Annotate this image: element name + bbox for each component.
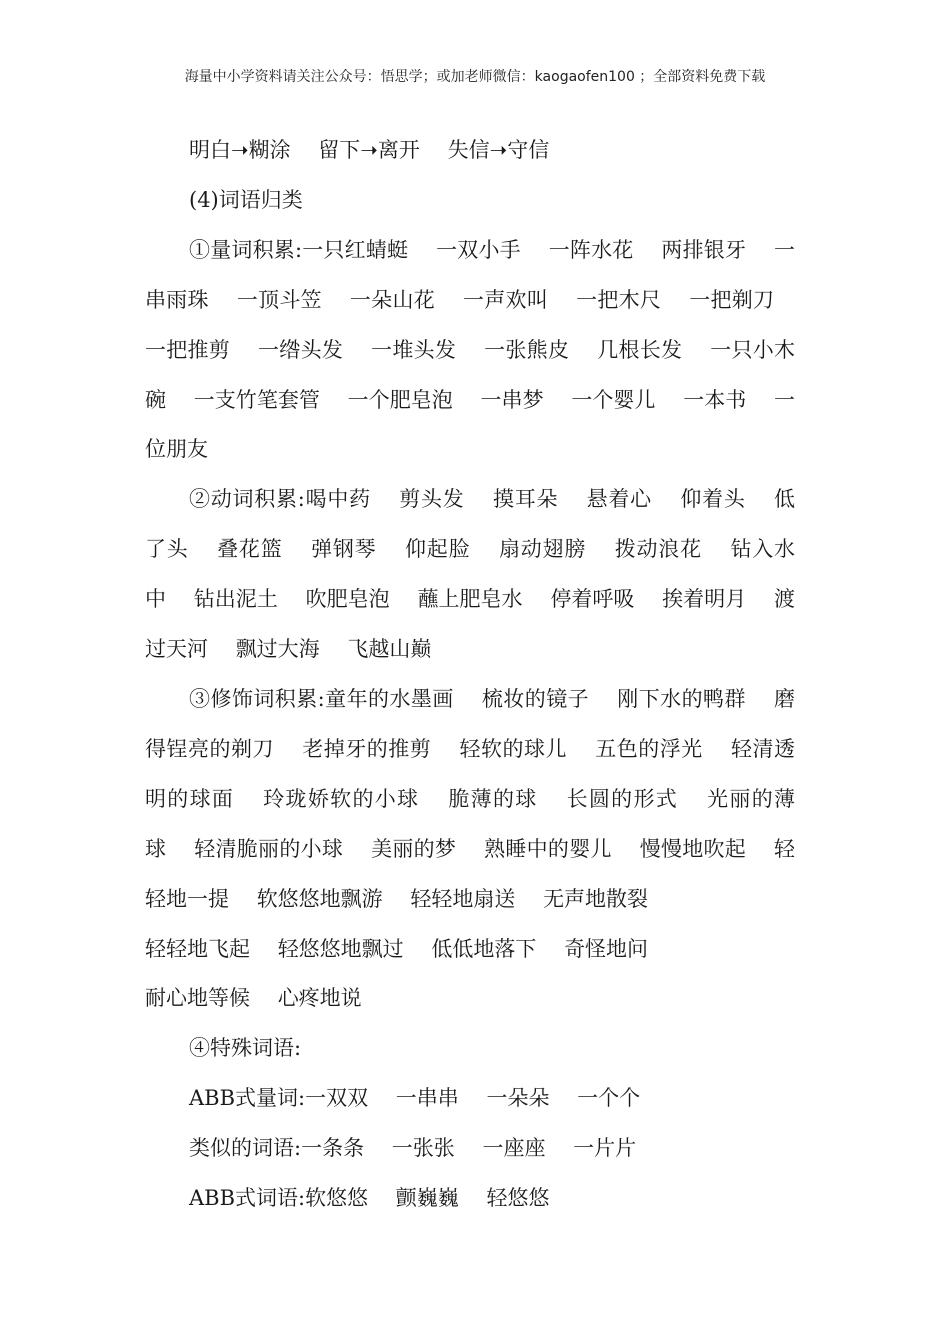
word-item: 慢慢地吹起 [639,836,747,861]
similar-words-line [145,1124,795,1174]
word-item: 一双双 [305,1086,369,1111]
word-item: 脆薄的球 [448,786,538,811]
word-item: 飞越山巅 [347,637,432,662]
word-item: 一朵山花 [349,287,436,312]
word-item: 弹钢琴 [311,537,377,562]
word-item: 轻清脆丽的小球 [194,836,344,861]
modifiers-line-2 [145,925,795,975]
word-item: 轻轻地扇送 [410,886,516,911]
special-words-title: ④特殊词语: [189,1036,302,1061]
word-item: 明白➝糊涂 [189,138,291,162]
modifiers-list [145,687,795,911]
word-item: 一个肥皂泡 [347,387,453,412]
word-item: 叠花篮 [217,537,283,562]
modifiers-paragraph [145,675,795,925]
verbs-paragraph [145,475,795,675]
similar-words-label: 类似的词语: [189,1136,302,1161]
word-item: 轻轻地飞起 [145,936,250,961]
word-item: 耐心地等候 [145,986,250,1011]
word-item: 失信➝守信 [447,138,550,162]
word-item: 一声欢叫 [463,287,549,312]
measure-words-paragraph [145,226,795,476]
word-item: 一座座 [482,1136,546,1161]
word-item: 一位朋友 [145,387,795,462]
abb-measure-line [145,1074,795,1124]
modifiers-label: ③修饰词积累: [189,686,325,711]
word-item: 一朵朵 [486,1086,550,1111]
word-item: 一个个 [577,1086,641,1111]
word-item: 一张熊皮 [484,337,570,362]
abb-words-line [145,1174,795,1224]
section-title: (4)词语归类 [189,187,303,212]
word-item: 轻软的球儿 [459,736,568,761]
word-item: 五色的浮光 [595,736,703,761]
word-item: 一只小木碗 [145,337,796,412]
abb-measure-label: ABB式量词: [189,1086,306,1111]
word-item: 扇动翅膀 [498,537,587,562]
word-item: 一阵水花 [548,237,634,262]
word-item: 一串雨珠 [145,237,796,312]
measure-words-list [145,238,795,462]
word-item: 一张张 [391,1136,455,1161]
word-item: 软悠悠 [305,1186,369,1211]
word-item: 轻悠悠地飘过 [277,936,404,961]
document-body [145,126,795,1224]
word-item: 光丽的薄球 [145,786,795,861]
measure-words-label: ①量词积累: [189,237,303,262]
word-item: 梳妆的镜子 [481,686,590,711]
word-item: 一片片 [573,1136,637,1161]
word-item: 颤巍巍 [395,1186,459,1211]
word-item: 一只红蜻蜓 [302,237,409,262]
word-item: 悬着心 [586,487,652,512]
word-item: 童年的水墨画 [324,686,454,711]
abb-measure-list [305,1086,640,1110]
word-item: 挨着明月 [662,587,747,612]
verbs-label: ②动词积累: [189,487,305,512]
word-item: 一本书 [683,387,747,412]
word-item: 钻入水中 [145,537,796,612]
word-item: 无声地散裂 [543,886,649,911]
word-item: 轻悠悠 [486,1186,550,1211]
word-item: 蘸上肥皂水 [417,587,523,612]
word-item: 轻清透明的球面 [145,736,795,811]
word-item: 一串串 [395,1086,459,1111]
word-item: 磨得锃亮的剃刀 [145,686,796,761]
word-item: 仰起脸 [405,537,471,562]
word-item: 一堆头发 [371,337,457,362]
abb-words-label: ABB式词语: [189,1186,306,1211]
word-item: 美丽的梦 [371,836,457,861]
word-item: 一支竹笔套管 [193,387,320,412]
word-item: 钻出泥土 [193,587,278,612]
word-item: 留下➝离开 [318,138,420,162]
word-item: 一双小手 [436,237,521,262]
antonym-line [145,126,795,176]
word-item: 心疼地说 [277,986,362,1011]
word-item: 一把剃刀 [689,287,775,312]
word-item: 一顶斗笠 [236,287,322,312]
word-item: 轻轻地一提 [145,836,796,911]
word-item: 几根长发 [597,337,683,362]
word-item: 低了头 [145,487,796,562]
word-item: 渡过天河 [145,587,795,662]
word-item: 低低地落下 [431,936,537,961]
word-item: 软悠悠地飘游 [256,886,383,911]
word-item: 拨动浪花 [614,537,702,562]
word-item: 停着呼吸 [550,587,635,612]
word-item: 吹肥皂泡 [305,587,390,612]
word-item: 玲珑娇软的小球 [263,786,420,811]
word-item: 刚下水的鸭群 [617,686,746,711]
page-header: 海量中小学资料请关注公众号：悟思学；或加老师微信：kaogaofen100 ；全部资料免费下载 [184,69,766,85]
word-item: 两排银牙 [661,237,747,262]
word-item: 一条条 [301,1136,365,1161]
word-item: 一个婴儿 [571,387,656,412]
word-item: 飘过大海 [235,637,320,662]
word-item: 一绺头发 [258,337,344,362]
word-item: 剪头发 [399,487,465,512]
word-item: 老掉牙的推剪 [302,736,432,761]
word-item: 喝中药 [304,487,371,512]
word-item: 仰着头 [680,487,746,512]
verbs-list [145,487,795,661]
word-item: 一串梦 [480,387,544,412]
similar-words-list [301,1136,636,1160]
word-item: 一把推剪 [145,337,231,362]
abb-words-list [305,1186,549,1210]
word-item: 长圆的形式 [566,786,679,811]
word-item: 摸耳朵 [492,487,559,512]
modifiers-line-3 [145,974,795,1024]
word-item: 奇怪地问 [564,936,649,961]
word-item: 一把木尺 [576,287,662,312]
word-item: 熟睡中的婴儿 [484,836,612,861]
